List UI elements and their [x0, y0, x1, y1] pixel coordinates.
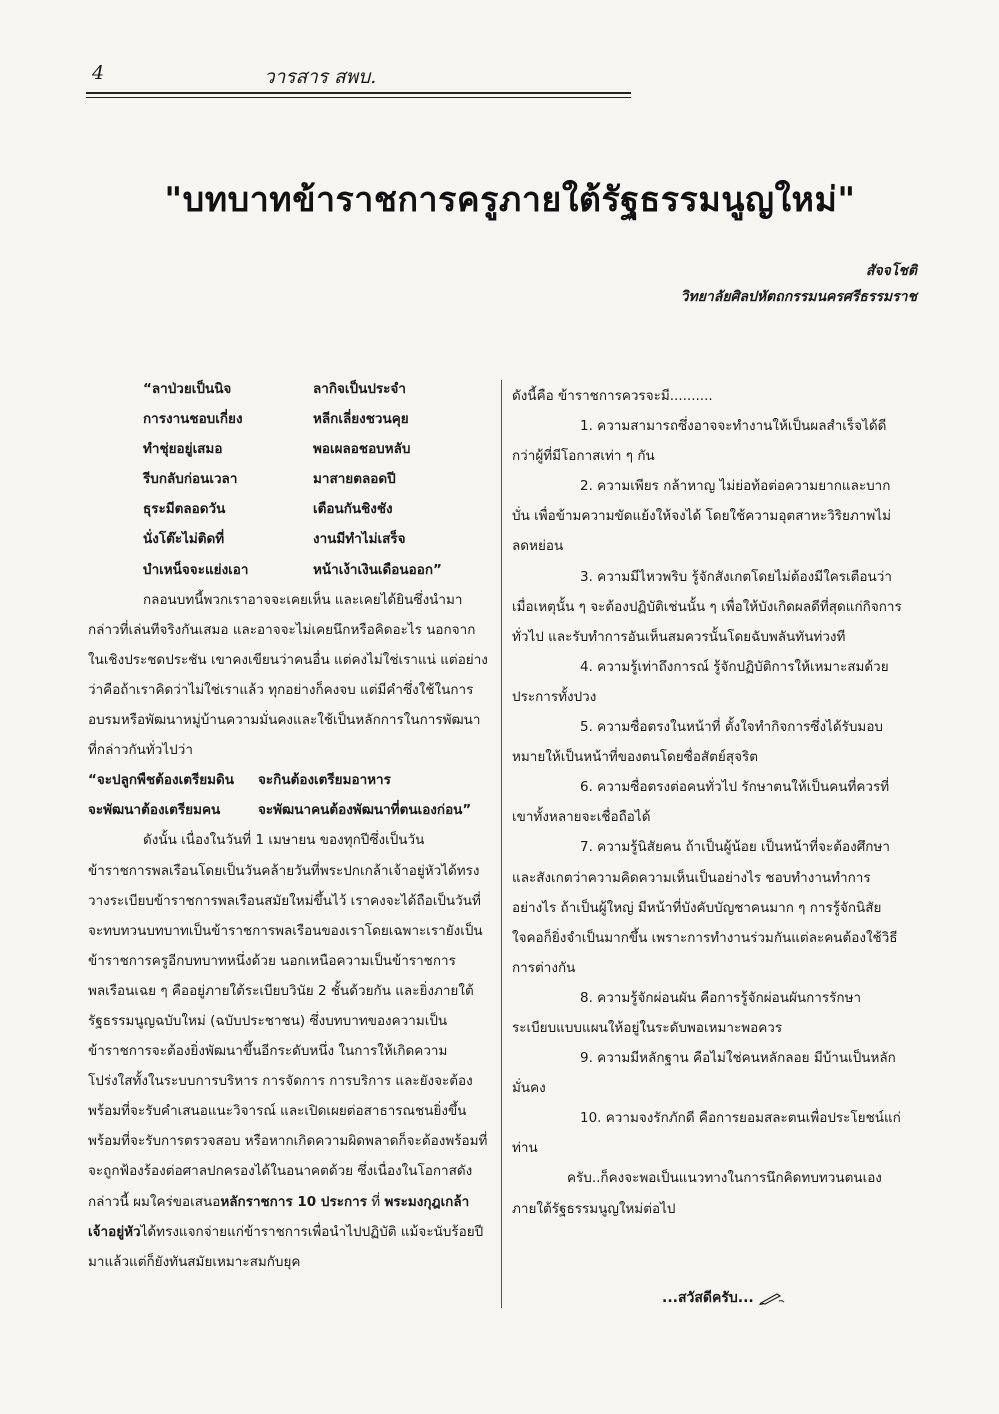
paragraph: [88, 825, 488, 1276]
list-item: 3. ความมีไหวพริบ รู้จักสังเกตโดยไม่ต้องมีใครเตือนว่าเมื่อเหตุนั้น ๆ จะต้องปฏิบัติเช่นนั้น ๆ เพื่อให้บังเกิดผลดีที่สุดแก่กิจการทั่วไป และรับทำการอันเห็นสมควรนั้นโดยฉับพลันทันท่วงที: [512, 568, 902, 645]
left-column: [88, 374, 488, 1277]
bold-phrase: หลักราชการ 10 ประการ: [220, 1193, 367, 1210]
list-item: 9. ความมีหลักฐาน คือไม่ใช่คนหลักลอย มีบ้านเป็นหลักมั่นคง: [512, 1050, 896, 1097]
poem-line: หลีกเลี่ยงชวนคุย: [313, 411, 409, 428]
poem-line: “ลาป่วยเป็นนิจ: [143, 381, 232, 397]
sign-off: [662, 1287, 785, 1309]
header-rule: [86, 92, 631, 94]
paragraph-text: ที่: [366, 1193, 385, 1210]
list-item: 7. ความรู้นิสัยคน ถ้าเป็นผู้น้อย เป็นหน้าที่จะต้องศึกษาและสังเกตว่าความคิดความเห็นเป็นอย่างไร ชอบทำงานทำการอย่างไร ถ้าเป็นผู้ใหญ่ มีหน้าที่บังคับบัญชาคนมาก ๆ การรู้จักนิสัยใจคอก็ยิ่งจำเป็นมากขึ้น เพราะการทำงานร่วมกันแต่ละคนต้องใช้วิธีการต่างกัน: [512, 839, 898, 976]
poem-line: พอเผลอชอบหลับ: [313, 441, 411, 458]
paragraph: กลอนบทนี้พวกเราอาจจะเคยเห็น และเคยได้ยินซึ่งนำมากล่าวที่เล่นทีจริงกันเสมอ และอาจจะไม่เคยนึกหรือคิดอะไร นอกจากในเชิงประชดประชัน เขาคงเขียนว่าคนอื่น แต่คงไม่ใช่เราแน่ แต่อย่างว่าคือถ้าเราคิดว่าไม่ใช่เราแล้ว ทุกอย่างก็คงจบ แต่มีคำซึ่งใช้ในการอบรมหรือพัฒนาหมู่บ้านความมั่นคงและใช้เป็นหลักการในการพัฒนาที่กล่าวกันทั่วไปว่า: [88, 591, 488, 759]
poem-line: งานมีทำไม่เสร็จ: [313, 531, 406, 548]
poem-line: บำเหน็จจะแย่งเอา: [143, 561, 249, 578]
author-block: [681, 258, 917, 310]
poem-line: มาสายตลอดปี: [313, 471, 396, 488]
paragraph-text: ได้ทรงแจกจ่ายแก่ข้าราชการเพื่อนำไปปฏิบัติ แม้จะนับร้อยปีมาแล้วแต่ก็ยังทันสมัยเหมาะสมกับยุค: [88, 1223, 484, 1270]
list-item: 4. ความรู้เท่าถึงการณ์ รู้จักปฏิบัติการให้เหมาะสมด้วยประการทั้งปวง: [512, 658, 889, 705]
running-header: [86, 62, 631, 92]
quote-line: “จะปลูกพืชต้องเตรียมดิน: [88, 772, 235, 789]
poem-line: นั่งโต๊ะไม่ติดที่: [143, 531, 225, 548]
list-intro: ดังนี้คือ ข้าราชการควรจะมี..........: [512, 388, 713, 404]
list-item: 6. ความซื่อตรงต่อคนทั่วไป รักษาตนให้เป็นคนที่ควรที่เขาทั้งหลายจะเชื่อถือได้: [512, 779, 890, 826]
poem: [88, 374, 488, 585]
list-item: 1. ความสามารถซึ่งอาจจะทำงานให้เป็นผลสำเร็จได้ดีกว่าผู้ที่มีโอกาสเท่า ๆ กัน: [512, 418, 887, 465]
sign-off-text: ...สวัสดีครับ...: [662, 1290, 754, 1306]
list-item: 8. ความรู้จักผ่อนผัน คือการรู้จักผ่อนผันการรักษาระเบียบแบบแผนให้อยู่ในระดับพอเหมาะพอควร: [512, 989, 862, 1036]
pen-icon: [759, 1291, 785, 1305]
list-item: 5. ความซื่อตรงในหน้าที่ ตั้งใจทำกิจการซึ่งได้รับมอบหมายให้เป็นหน้าที่ของตนโดยซื่อสัตย์สุจริต: [512, 719, 883, 766]
quote-line: จะพัฒนาต้องเตรียมคน: [88, 802, 221, 819]
poem-line: ธุระมีตลอดวัน: [143, 501, 226, 518]
list-item: 2. ความเพียร กล้าหาญ ไม่ย่อท้อต่อความยากและบากบั่น เพื่อข้ามความขัดแย้งให้จงได้ โดยใช้ความอุตสาหะวิริยภาพไม่ลดหย่อน: [512, 478, 891, 555]
author-affiliation: วิทยาลัยศิลปหัตถกรรมนครศรีธรรมราช: [680, 289, 917, 305]
poem-line: ทำชุ่ยอยู่เสมอ: [143, 441, 223, 458]
header-rule-thin: [86, 97, 631, 98]
article-title: "บทบาทข้าราชการครูภายใต้รัฐธรรมนูญใหม่": [164, 180, 856, 220]
list-item: 10. ความจงรักภักดี คือการยอมสละตนเพื่อประโยชน์แก่ท่าน: [512, 1110, 901, 1157]
poem-line: เตือนกันชิงชัง: [313, 501, 393, 518]
poem-line: ลากิจเป็นประจำ: [313, 381, 406, 397]
journal-name: วารสาร สพบ.: [264, 66, 377, 88]
quote-line: จะพัฒนาคนต้องพัฒนาที่ตนเองก่อน”: [258, 802, 472, 819]
poem-line: รีบกลับก่อนเวลา: [143, 471, 238, 488]
quote-line: จะกินต้องเตรียมอาหาร: [258, 772, 391, 789]
author-name: สัจจโชติ: [865, 263, 917, 279]
right-column: [512, 381, 904, 1224]
bold-phrase: พระมงกุฎเกล้าเจ้าอยู่หัว: [88, 1193, 470, 1240]
development-quote: [88, 765, 488, 825]
page-number: 4: [92, 62, 105, 84]
poem-line: หน้าเง้าเงินเดือนออก”: [313, 561, 442, 578]
poem-line: การงานชอบเกี่ยง: [143, 411, 243, 428]
paragraph-text: ดังนั้น เนื่องในวันที่ 1 เมษายน ของทุกปีซึ่งเป็นวันข้าราชการพลเรือนโดยเป็นวันคล้ายวันที่พระปกเกล้าเจ้าอยู่หัวได้ทรงวางระเบียบข้าราชการพลเรือนสมัยใหม่ขึ้นไว้ เราคงจะได้ถือเป็นวันที่จะทบทวนบทบาทเป็นข้าราชการพลเรือนของเราโดยเฉพาะเรายังเป็นข้าราชการครูอีกบทบาทหนึ่งด้วย นอกเหนือความเป็นข้าราชการพลเรือนเฉย ๆ คืออยู่ภายใต้ระเบียบวินัย 2 ชั้นด้วยกัน และยิ่งภายใต้รัฐธรรมนูญฉบับใหม่ (ฉบับประชาชน) ซึ่งบทบาทของความเป็นข้าราชการจะต้องยิ่งพัฒนาขึ้นอีกระดับหนึ่ง ในการให้เกิดความโปร่งใสทั้งในระบบการบริหาร การจัดการ การบริการ และยังจะต้องพร้อมที่จะรับคำเสนอแนะวิจารณ์ และเปิดเผยต่อสาธารณชนยิ่งขึ้น พร้อมที่จะรับการตรวจสอบ หรือหากเกิดความผิดพลาดก็จะต้องพร้อมที่จะถูกฟ้องร้องต่อศาลปกครองได้ในอนาคตด้วย ซึ่งเนื่องในโอกาสดังกล่าวนี้ ผมใคร่ขอเสนอ: [88, 832, 488, 1210]
closing-paragraph: ครับ..ก็คงจะพอเป็นแนวทางในการนึกคิดทบทวนตนเองภายใต้รัฐธรรมนูญใหม่ต่อไป: [512, 1170, 882, 1217]
